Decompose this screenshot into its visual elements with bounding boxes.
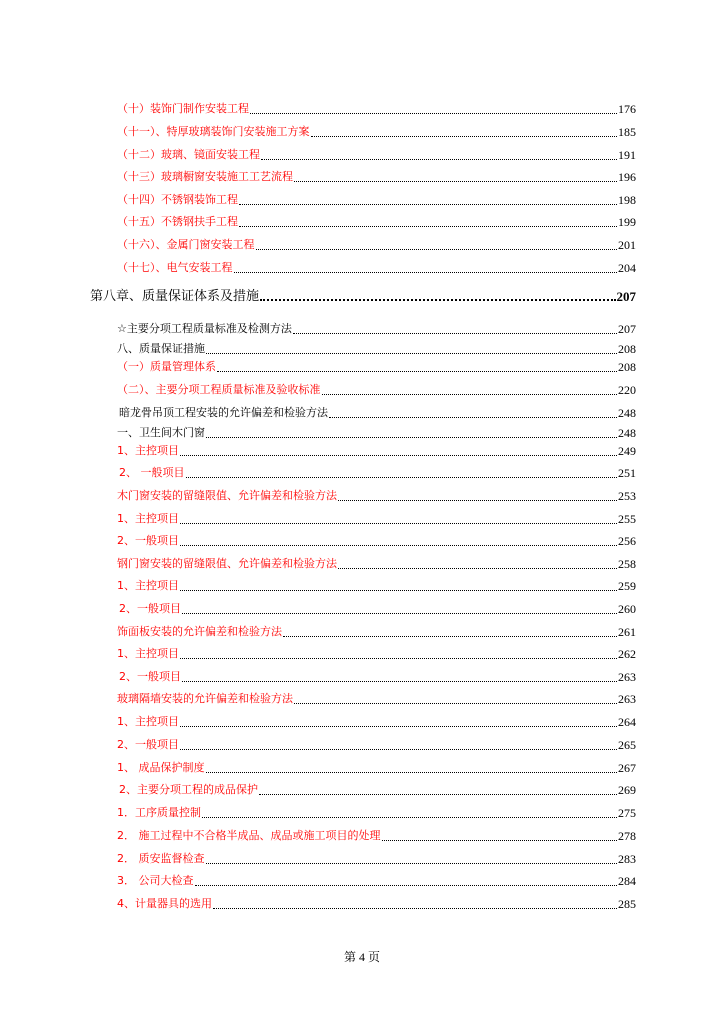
toc-entry[interactable] <box>117 553 636 571</box>
toc-entry-label: 2、主要分项工程的成品保护 <box>119 783 258 796</box>
toc-entry[interactable] <box>119 402 636 420</box>
toc-dot-leader <box>206 769 618 773</box>
toc-dot-leader <box>293 330 617 334</box>
toc-page-number: 265 <box>618 738 636 752</box>
toc-dot-leader <box>311 133 618 137</box>
toc-page-number: 263 <box>618 670 636 684</box>
toc-page-number: 261 <box>618 625 636 639</box>
toc-entry-label: （十）装饰门制作安装工程 <box>117 102 249 115</box>
toc-dot-leader <box>329 414 617 418</box>
toc-page-number: 208 <box>618 360 636 374</box>
toc-entry[interactable] <box>117 234 636 252</box>
toc-entry[interactable] <box>117 893 636 911</box>
toc-entry-label: （十六）、金属门窗安装工程 <box>117 238 255 251</box>
toc-entry-label: 饰面板安装的允许偏差和检验方法 <box>117 625 282 638</box>
toc-entry[interactable] <box>117 508 636 526</box>
toc-page-number: 204 <box>618 261 636 275</box>
toc-dot-leader <box>182 610 617 614</box>
toc-dot-leader <box>239 201 617 205</box>
toc-entry-label: ☆主要分项工程质量标准及检测方法 <box>117 322 292 335</box>
toc-dot-leader <box>294 700 617 704</box>
toc-dot-leader <box>180 542 617 546</box>
toc-dot-leader <box>239 223 617 227</box>
toc-page-number: 284 <box>618 874 636 888</box>
page-number-footer: 第 4 页 <box>343 950 380 964</box>
toc-entry-label: 1、主控项目 <box>117 444 179 457</box>
toc-entry[interactable] <box>117 166 636 184</box>
toc-entry[interactable] <box>117 379 636 397</box>
toc-dot-leader <box>206 860 618 864</box>
toc-entry[interactable] <box>117 98 636 116</box>
toc-dot-leader <box>256 246 618 250</box>
toc-entry-label: 一、卫生间木门窗 <box>117 426 205 439</box>
toc-entry[interactable] <box>119 598 636 616</box>
toc-page-number: 269 <box>618 783 636 797</box>
toc-entry[interactable] <box>117 734 636 752</box>
toc-dot-leader <box>213 905 617 909</box>
toc-entry[interactable] <box>117 422 636 440</box>
toc-page-number: 285 <box>618 897 636 911</box>
toc-page-number: 264 <box>618 715 636 729</box>
toc-dot-leader <box>261 156 617 160</box>
toc-entry-label: （十二）玻璃、镜面安装工程 <box>117 148 260 161</box>
toc-entry[interactable] <box>117 825 636 843</box>
toc-page-number: 207 <box>616 289 636 304</box>
toc-entry[interactable] <box>119 666 636 684</box>
toc-page-number: 249 <box>618 444 636 458</box>
toc-entry-label: （十四）不锈钢装饰工程 <box>117 193 238 206</box>
toc-entry-label: 暗龙骨吊顶工程安装的允许偏差和检验方法 <box>119 406 328 419</box>
toc-dot-leader <box>180 520 617 524</box>
toc-entry[interactable] <box>117 530 636 548</box>
toc-dot-leader <box>259 791 617 795</box>
toc-entry-label: 玻璃隔墙安装的允许偏差和检验方法 <box>117 692 293 705</box>
toc-dot-leader <box>180 723 617 727</box>
toc-page-number: 220 <box>618 383 636 397</box>
toc-entry-label: 1、主控项目 <box>117 512 179 525</box>
toc-entry[interactable] <box>117 848 636 866</box>
toc-page-number: 201 <box>618 238 636 252</box>
toc-page-number: 248 <box>618 406 636 420</box>
toc-entry[interactable] <box>117 189 636 207</box>
toc-dot-leader <box>283 633 617 637</box>
toc-entry[interactable] <box>117 757 636 775</box>
toc-dot-leader <box>180 587 617 591</box>
toc-entry-label: 3． 公司大检查 <box>117 874 194 887</box>
toc-entry-label: （一）质量管理体系 <box>117 360 216 373</box>
toc-dot-leader <box>195 882 618 886</box>
toc-dot-leader <box>322 391 618 395</box>
toc-entry-label: 2、一般项目 <box>117 738 179 751</box>
toc-dot-leader <box>382 837 618 841</box>
toc-dot-leader <box>206 350 617 354</box>
toc-dot-leader <box>180 746 617 750</box>
toc-entry-label: 1、 成品保护制度 <box>117 761 205 774</box>
toc-entry[interactable] <box>117 356 636 374</box>
toc-dot-leader <box>186 474 618 478</box>
toc-entry-label: （十五）不锈钢扶手工程 <box>117 215 238 228</box>
toc-entry-label: 木门窗安装的留缝限值、允许偏差和检验方法 <box>117 489 337 502</box>
toc-entry-label: 2、 一般项目 <box>119 466 185 479</box>
toc-page-number: 258 <box>618 557 636 571</box>
toc-entry-label: 钢门窗安装的留缝限值、允许偏差和检验方法 <box>117 557 337 570</box>
toc-page-number: 283 <box>618 852 636 866</box>
toc-chapter-entry[interactable] <box>90 286 636 304</box>
toc-page-number: 275 <box>618 806 636 820</box>
toc-entry-label: 2、一般项目 <box>119 602 181 615</box>
toc-entry-label: 2、一般项目 <box>119 670 181 683</box>
toc-page-number: 251 <box>618 466 636 480</box>
toc-dot-leader <box>338 565 617 569</box>
toc-entry[interactable] <box>117 643 636 661</box>
toc-page-number: 199 <box>618 215 636 229</box>
toc-entry-label: 2． 施工过程中不合格半成品、成品或施工项目的处理 <box>117 829 381 842</box>
toc-entry[interactable] <box>117 338 636 356</box>
toc-entry[interactable] <box>117 711 636 729</box>
toc-dot-leader <box>206 434 617 438</box>
toc-entry-label: 八、质量保证措施 <box>117 342 205 355</box>
toc-page-number: 262 <box>618 647 636 661</box>
toc-entry-label: （十七）、电气安装工程 <box>117 261 233 274</box>
toc-entry[interactable] <box>117 440 636 458</box>
toc-entry[interactable] <box>117 870 636 888</box>
toc-page-number: 198 <box>618 193 636 207</box>
toc-entry-label: （十一）、特厚玻璃装饰门安装施工方案 <box>117 125 310 138</box>
toc-entry[interactable] <box>117 621 636 639</box>
toc-page-number: 208 <box>618 342 636 356</box>
toc-page-number: 260 <box>618 602 636 616</box>
toc-page-number: 256 <box>618 534 636 548</box>
toc-dot-leader <box>180 655 617 659</box>
toc-entry[interactable] <box>117 688 636 706</box>
toc-page-number: 259 <box>618 579 636 593</box>
toc-dot-leader <box>202 814 617 818</box>
toc-dot-leader <box>294 178 617 182</box>
toc-entry[interactable] <box>117 575 636 593</box>
toc-entry-label: 1、主控项目 <box>117 647 179 660</box>
toc-entry[interactable] <box>117 144 636 162</box>
toc-page-number: 185 <box>618 125 636 139</box>
toc-page-number: 255 <box>618 512 636 526</box>
toc-entry-label: 4、计量器具的选用 <box>117 897 212 910</box>
toc-page-number: 191 <box>618 148 636 162</box>
toc-page-number: 196 <box>618 170 636 184</box>
toc-entry[interactable] <box>119 779 636 797</box>
toc-dot-leader <box>250 110 617 114</box>
toc-entry[interactable] <box>117 121 636 139</box>
toc-dot-leader <box>182 678 617 682</box>
toc-entry-label: （十三）玻璃橱窗安装施工工艺流程 <box>117 170 293 183</box>
toc-entry[interactable] <box>117 211 636 229</box>
toc-page-number: 207 <box>618 322 636 336</box>
toc-entry[interactable] <box>117 485 636 503</box>
toc-entry-label: 第八章、质量保证体系及措施 <box>90 289 260 304</box>
toc-dot-leader <box>234 269 618 273</box>
toc-entry-label: 2． 质安监督检查 <box>117 852 205 865</box>
toc-entry-label: 1、主控项目 <box>117 715 179 728</box>
toc-page-number: 248 <box>618 426 636 440</box>
toc-dot-leader <box>338 497 617 501</box>
toc-dot-leader <box>217 368 617 372</box>
toc-page-number: 267 <box>618 761 636 775</box>
toc-entry-label: 2、一般项目 <box>117 534 179 547</box>
toc-entry-label: （二）、主要分项工程质量标准及验收标准 <box>117 383 321 396</box>
toc-entry-label: 1、主控项目 <box>117 579 179 592</box>
toc-entry-label: 1．工序质量控制 <box>117 806 201 819</box>
toc-page-number: 278 <box>618 829 636 843</box>
toc-page-number: 253 <box>618 489 636 503</box>
toc-page-number: 263 <box>618 692 636 706</box>
toc-dot-leader <box>260 296 615 301</box>
toc-entry[interactable] <box>117 802 636 820</box>
toc-entry[interactable] <box>119 462 636 480</box>
toc-entry[interactable] <box>117 318 636 336</box>
toc-dot-leader <box>180 452 617 456</box>
toc-page-number: 176 <box>618 102 636 116</box>
toc-entry[interactable] <box>117 257 636 275</box>
